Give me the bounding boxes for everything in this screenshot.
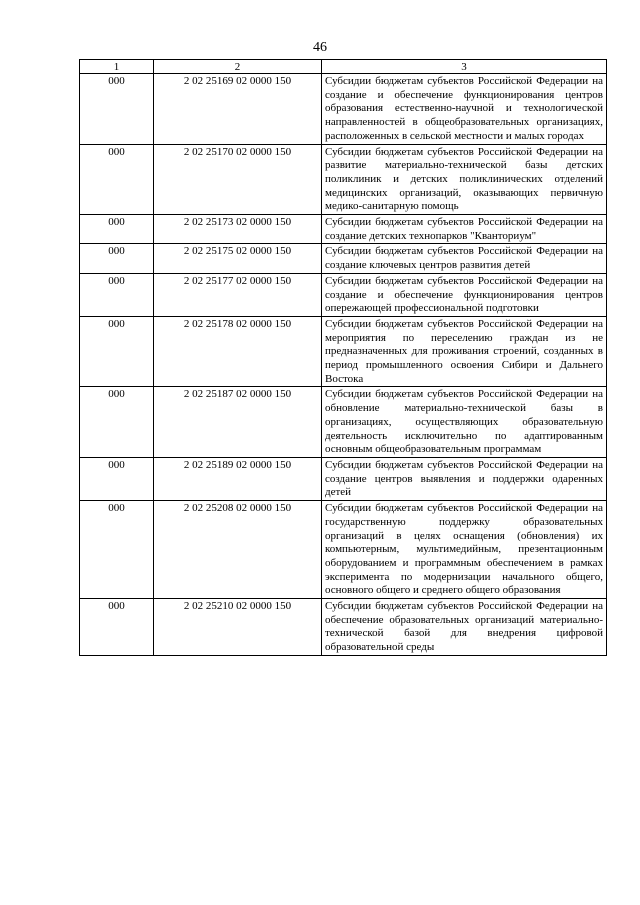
income-name-cell: Субсидии бюджетам субъектов Российской Федерации на обеспечение образовательных организаций материально-технической базой для внедрения цифровой образовательной среды [322,599,607,656]
table-row [80,457,607,500]
table-row [80,144,607,215]
table-header-row [80,60,607,74]
table-row [80,244,607,273]
admin-code-cell: 000 [80,215,154,244]
table-row [80,273,607,316]
budget-code-cell: 2 02 25189 02 0000 150 [154,457,322,500]
admin-code-cell: 000 [80,387,154,458]
page-number: 46 [313,40,327,55]
admin-code-cell: 000 [80,74,154,145]
income-name-cell: Субсидии бюджетам субъектов Российской Федерации на развитие материально-технической базы детских поликлиник и детских поликлинических отделений медицинских организаций, оказывающих первичную медико-санитарную помощь [322,144,607,215]
income-name-cell: Субсидии бюджетам субъектов Российской Федерации на создание и обеспечение функционирования центров образования естественно-научной и технологической направленностей в общеобразовательных организациях, расположенных в сельской местности и малых городах [322,74,607,145]
income-name-cell: Субсидии бюджетам субъектов Российской Федерации на обновление материально-технической базы в организациях, осуществляющих образовательную деятельность исключительно по адаптированным основным общеобразовательным программам [322,387,607,458]
admin-code-cell: 000 [80,244,154,273]
table-row [80,501,607,599]
table-row [80,599,607,656]
header-column-2: 2 [154,60,322,74]
income-name-cell: Субсидии бюджетам субъектов Российской Федерации на создание центров выявления и поддержки одаренных детей [322,457,607,500]
admin-code-cell: 000 [80,599,154,656]
budget-code-cell: 2 02 25187 02 0000 150 [154,387,322,458]
budget-code-cell: 2 02 25173 02 0000 150 [154,215,322,244]
header-column-3: 3 [322,60,607,74]
income-name-cell: Субсидии бюджетам субъектов Российской Федерации на создание ключевых центров развития детей [322,244,607,273]
admin-code-cell: 000 [80,457,154,500]
admin-code-cell: 000 [80,144,154,215]
income-name-cell: Субсидии бюджетам субъектов Российской Федерации на мероприятия по переселению граждан из не предназначенных для проживания строений, созданных в период промышленного освоения Сибири и Дальнего Востока [322,316,607,387]
income-name-cell: Субсидии бюджетам субъектов Российской Федерации на создание детских технопарков "Кванториум" [322,215,607,244]
admin-code-cell: 000 [80,316,154,387]
table-row [80,316,607,387]
budget-code-cell: 2 02 25170 02 0000 150 [154,144,322,215]
budget-code-cell: 2 02 25175 02 0000 150 [154,244,322,273]
budget-code-cell: 2 02 25210 02 0000 150 [154,599,322,656]
budget-code-cell: 2 02 25208 02 0000 150 [154,501,322,599]
budget-code-cell: 2 02 25178 02 0000 150 [154,316,322,387]
budget-code-cell: 2 02 25177 02 0000 150 [154,273,322,316]
table-row [80,387,607,458]
table-row [80,215,607,244]
header-column-1: 1 [80,60,154,74]
budget-code-cell: 2 02 25169 02 0000 150 [154,74,322,145]
admin-code-cell: 000 [80,501,154,599]
budget-codes-table [79,59,607,656]
income-name-cell: Субсидии бюджетам субъектов Российской Федерации на государственную поддержку образовательных организаций в целях оснащения (обновления) их компьютерным, мультимедийным, презентационным оборудованием и программным обеспечением в рамках эксперимента по модернизации начального общего, основного общего и среднего общего образования [322,501,607,599]
income-name-cell: Субсидии бюджетам субъектов Российской Федерации на создание и обеспечение функционирования центров опережающей профессиональной подготовки [322,273,607,316]
table-row [80,74,607,145]
admin-code-cell: 000 [80,273,154,316]
